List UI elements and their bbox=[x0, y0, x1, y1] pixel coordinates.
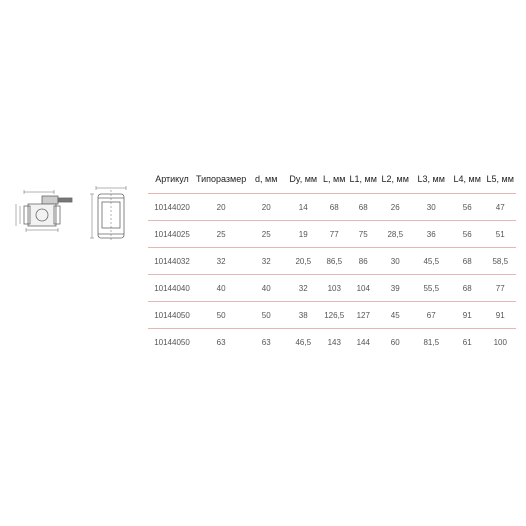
table-cell: 86 bbox=[348, 248, 378, 275]
column-header-l: L, мм bbox=[320, 165, 348, 194]
table-cell: 10144050 bbox=[154, 337, 190, 347]
table-row bbox=[148, 194, 516, 221]
table-cell: 10144020 bbox=[148, 194, 196, 221]
table-cell: 20,5 bbox=[286, 248, 320, 275]
table-cell: 67 bbox=[412, 302, 450, 329]
table-cell: 68 bbox=[348, 194, 378, 221]
table-row bbox=[148, 302, 516, 329]
table-cell: 45 bbox=[378, 302, 412, 329]
table-cell: 10144032 bbox=[148, 248, 196, 275]
table-cell: 39 bbox=[378, 275, 412, 302]
column-header-d: d, мм bbox=[246, 165, 286, 194]
table-cell: 14 bbox=[286, 194, 320, 221]
column-header-l5: L5, мм bbox=[484, 165, 516, 194]
table-cell: 77 bbox=[320, 221, 348, 248]
table-cell: 60 bbox=[390, 337, 400, 347]
table-cell: 103 bbox=[320, 275, 348, 302]
table-cell: 26 bbox=[378, 194, 412, 221]
table-cell: 86,5 bbox=[320, 248, 348, 275]
table-cell: 20 bbox=[246, 194, 286, 221]
table-cell: 63 bbox=[216, 337, 226, 347]
table-cell: 45,5 bbox=[412, 248, 450, 275]
table-row bbox=[148, 248, 516, 275]
table-cell: 127 bbox=[348, 302, 378, 329]
column-header-l1: L1, мм bbox=[348, 165, 378, 194]
table-cell: 77 bbox=[484, 275, 516, 302]
table-cell: 56 bbox=[450, 221, 484, 248]
table-row bbox=[148, 329, 516, 356]
table-header-row bbox=[148, 165, 516, 194]
table-cell: 10144025 bbox=[148, 221, 196, 248]
column-header-l4: L4, мм bbox=[450, 165, 484, 194]
column-header-size: Типоразмер bbox=[196, 165, 246, 194]
spec-table bbox=[148, 165, 516, 355]
table-cell: 50 bbox=[196, 302, 246, 329]
table-cell: 81,5 bbox=[423, 337, 440, 347]
table-row bbox=[148, 275, 516, 302]
table-cell: 28,5 bbox=[378, 221, 412, 248]
table-cell: 32 bbox=[246, 248, 286, 275]
column-header-dy: Dy, мм bbox=[286, 165, 320, 194]
table-cell: 32 bbox=[196, 248, 246, 275]
table-cell: 68 bbox=[450, 275, 484, 302]
table-cell: 30 bbox=[378, 248, 412, 275]
table-cell: 47 bbox=[484, 194, 516, 221]
table-cell: 30 bbox=[412, 194, 450, 221]
table-cell: 91 bbox=[450, 302, 484, 329]
table-cell: 36 bbox=[412, 221, 450, 248]
table-cell: 143 bbox=[327, 337, 341, 347]
table-cell: 104 bbox=[348, 275, 378, 302]
table-cell: 10144040 bbox=[148, 275, 196, 302]
table-cell: 126,5 bbox=[320, 302, 348, 329]
column-header-l3: L3, мм bbox=[412, 165, 450, 194]
table-cell: 100 bbox=[493, 337, 507, 347]
table-row bbox=[148, 221, 516, 248]
table-cell: 51 bbox=[484, 221, 516, 248]
column-header-article: Артикул bbox=[148, 165, 196, 194]
table-cell: 19 bbox=[286, 221, 320, 248]
table-cell: 55,5 bbox=[412, 275, 450, 302]
table-cell: 40 bbox=[246, 275, 286, 302]
table-cell: 58,5 bbox=[484, 248, 516, 275]
table-cell: 25 bbox=[246, 221, 286, 248]
table-cell: 25 bbox=[196, 221, 246, 248]
table-cell: 91 bbox=[484, 302, 516, 329]
table-cell: 20 bbox=[196, 194, 246, 221]
ball-valve-technical-drawing-icon bbox=[14, 178, 138, 250]
column-header-l2: L2, мм bbox=[378, 165, 412, 194]
table-cell: 144 bbox=[356, 337, 370, 347]
table-cell: 40 bbox=[196, 275, 246, 302]
table-cell: 10144050 bbox=[148, 302, 196, 329]
table-cell: 75 bbox=[348, 221, 378, 248]
table-cell: 68 bbox=[320, 194, 348, 221]
table-cell: 46,5 bbox=[295, 337, 312, 347]
table-cell: 32 bbox=[286, 275, 320, 302]
table-cell: 38 bbox=[286, 302, 320, 329]
table-cell: 61 bbox=[462, 337, 472, 347]
table-cell: 63 bbox=[261, 337, 271, 347]
table-cell: 56 bbox=[450, 194, 484, 221]
table-cell: 50 bbox=[246, 302, 286, 329]
table-cell: 68 bbox=[450, 248, 484, 275]
